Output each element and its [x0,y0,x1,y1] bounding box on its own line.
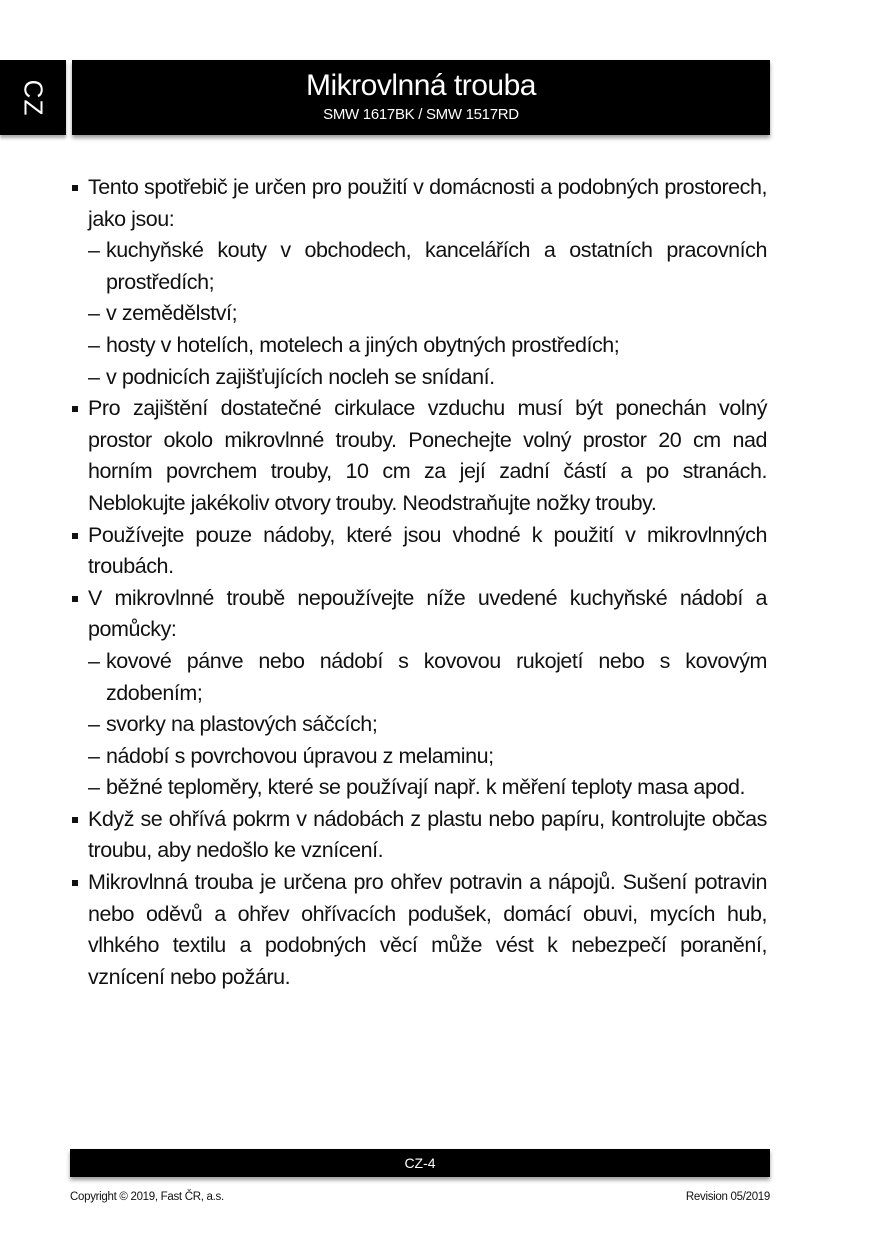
dash-icon: – [88,301,100,326]
bullet-icon [72,533,78,539]
safety-instructions [88,172,767,993]
language-tab [0,60,66,135]
revision: Revision 05/2019 [685,1191,770,1203]
sub-item-text: kovové pánve nebo nádobí s kovovou rukojetí nebo s kovovým zdobením; [106,648,767,705]
bullet-text: Používejte pouze nádoby, které jsou vhodné k použití v mikrovlnných troubách. [88,522,767,579]
bullet-item [88,867,767,993]
dash-icon: – [88,332,100,357]
bullet-item [88,393,767,519]
sub-item [88,330,767,362]
dash-icon: – [88,743,100,768]
title-bar [72,60,770,135]
bullet-text: Tento spotřebič je určen pro použití v domácnosti a podobných prostorech, jako jsou: [88,175,767,231]
sub-item-text: hosty v hotelích, motelech a jiných obytných prostředích; [106,332,620,357]
copyright: Copyright © 2019, Fast ČR, a.s. [70,1191,224,1203]
sub-item-text: nádobí s povrchovou úpravou z melaminu; [106,743,494,768]
bullet-text: Mikrovlnná trouba je určena pro ohřev potravin a nápojů. Sušení potravin nebo oděvů a ohřev ohřívacích podušek, domácí obuvi, mycích hub, vlhkého textilu a podobných věcí může vést k nebezpečí poranění, vznícení nebo požáru. [88,870,767,989]
dash-icon: – [88,648,100,673]
sub-item [88,772,767,804]
page-title: Mikrovlnná trouba [306,69,536,102]
bullet-item [88,172,767,235]
bullet-text: Pro zajištění dostatečné cirkulace vzduchu musí být ponechán volný prostor okolo mikrovlnné trouby. Ponechejte volný prostor 20 cm nad horním povrchem trouby, 10 cm za její zadní částí a po stranách. Neblokujte jakékoliv otvory trouby. Neodstraňujte nožky trouby. [88,396,767,515]
bullet-icon [72,817,78,823]
sub-item-text: běžné teploměry, které se používají např. k měření teploty masa apod. [106,775,745,800]
dash-icon: – [88,712,100,737]
bullet-icon [72,406,78,412]
page-number: CZ-4 [404,1155,436,1171]
sub-item [88,235,767,298]
dash-icon: – [88,775,100,800]
sub-item-text: v zemědělství; [106,301,238,326]
sub-item [88,362,767,394]
bullet-item [88,520,767,583]
bullet-text: V mikrovlnné troubě nepoužívejte níže uvedené kuchyňské nádobí a pomůcky: [88,585,767,642]
sub-item [88,709,767,741]
bullet-text: Když se ohřívá pokrm v nádobách z plastu nebo papíru, kontrolujte občas troubu, aby nedošlo ke vznícení. [88,806,767,863]
sub-item-text: svorky na plastových sáčcích; [106,712,378,737]
sub-item-text: kuchyňské kouty v obchodech, kancelářích a ostatních pracovních prostředích; [106,238,767,294]
bullet-icon [72,596,78,602]
sub-item-text: v podnicích zajišťujících nocleh se snídaní. [106,364,495,389]
sub-item [88,646,767,709]
sub-item [88,298,767,330]
model-numbers: SMW 1617BK / SMW 1517RD [323,106,519,123]
bullet-icon [72,880,78,886]
bullet-item [88,804,767,867]
page-number-bar [70,1149,770,1177]
dash-icon: – [88,238,100,263]
sub-item [88,741,767,773]
language-code: CZ [18,79,49,116]
dash-icon: – [88,364,100,389]
bullet-icon [72,185,78,191]
bullet-item [88,583,767,646]
